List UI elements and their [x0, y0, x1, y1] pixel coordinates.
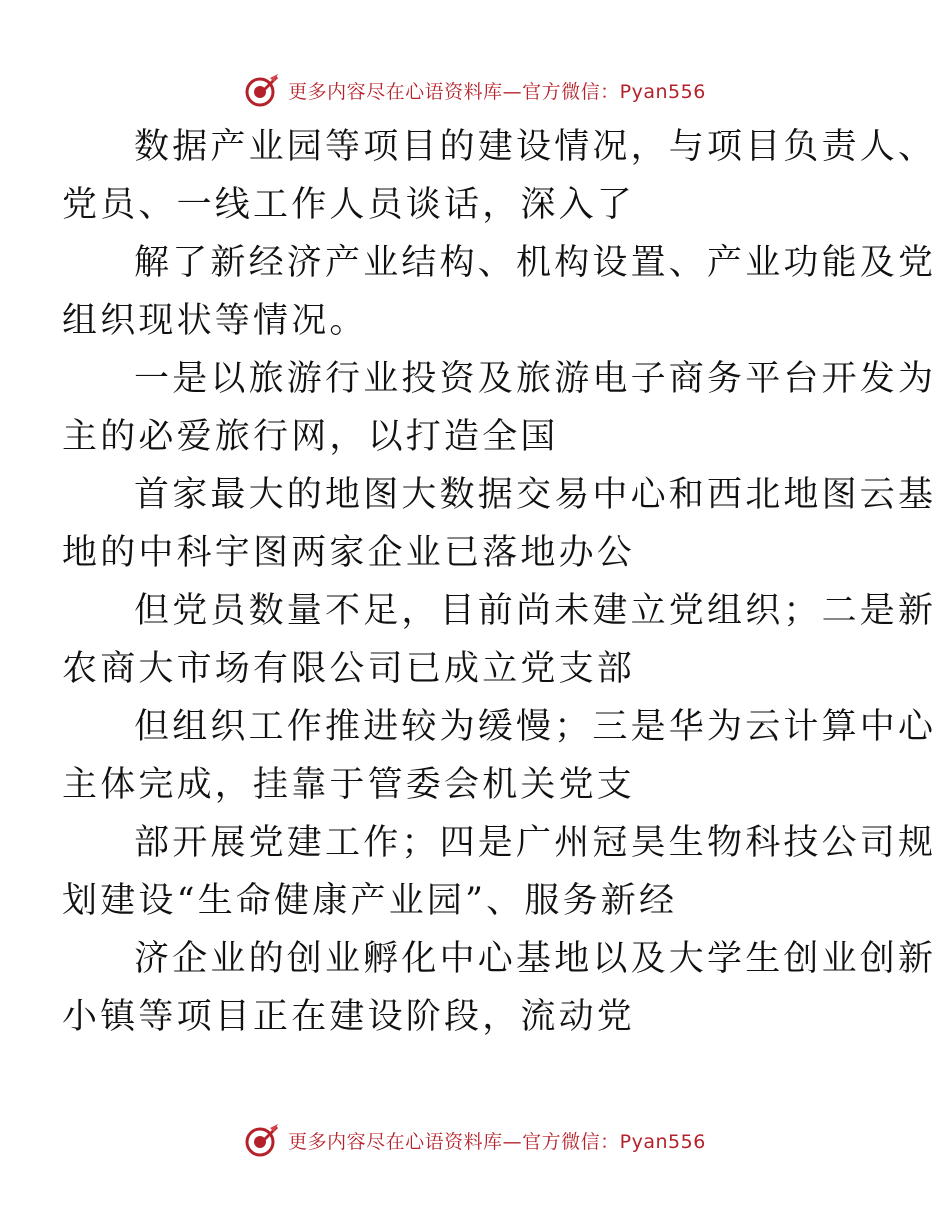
- paragraph-line: 地的中科宇图两家企业已落地办公: [62, 533, 636, 573]
- paragraph-line: 党员、一线工作人员谈话，深入了: [62, 185, 636, 225]
- paragraph-line: 解了新经济产业结构、机构设置、产业功能及党: [134, 243, 937, 283]
- paragraph-line: 济企业的创业孵化中心基地以及大学生创业创新: [134, 939, 937, 979]
- quill-pen-seal-icon: [244, 1122, 280, 1158]
- paragraph: [62, 582, 937, 698]
- paragraph: [62, 930, 937, 1046]
- paragraph-line: 主体完成，挂靠于管委会机关党支: [62, 765, 636, 805]
- paragraph-line: 部开展党建工作；四是广州冠昊生物科技公司规: [134, 823, 937, 863]
- footer-banner: [0, 1120, 950, 1160]
- paragraph-line: 组织现状等情况。: [62, 301, 368, 341]
- paragraph-line: 小镇等项目正在建设阶段，流动党: [62, 997, 636, 1037]
- paragraph: [62, 234, 937, 350]
- paragraph-line: 主的必爱旅行网，以打造全国: [62, 417, 559, 457]
- header-banner: [0, 70, 950, 110]
- footer-banner-text: 更多内容尽在心语资料库—官方微信：Pyan556: [288, 1130, 706, 1153]
- paragraph: [62, 814, 937, 930]
- paragraph-line: 一是以旅游行业投资及旅游电子商务平台开发为: [134, 359, 937, 399]
- document-body: [62, 118, 937, 1046]
- paragraph: [62, 698, 937, 814]
- paragraph-line: 但组织工作推进较为缓慢；三是华为云计算中心: [134, 707, 937, 747]
- paragraph-line: 但党员数量不足，目前尚未建立党组织；二是新: [134, 591, 937, 631]
- paragraph-line: 农商大市场有限公司已成立党支部: [62, 649, 636, 689]
- paragraph: [62, 118, 937, 234]
- paragraph: [62, 466, 937, 582]
- paragraph-line: 首家最大的地图大数据交易中心和西北地图云基: [134, 475, 937, 515]
- header-banner-text: 更多内容尽在心语资料库—官方微信：Pyan556: [288, 80, 706, 103]
- paragraph-line: 划建设“生命健康产业园”、服务新经: [62, 881, 678, 921]
- paragraph-line: 数据产业园等项目的建设情况，与项目负责人、: [134, 127, 937, 167]
- paragraph: [62, 350, 937, 466]
- quill-pen-seal-icon: [244, 72, 280, 108]
